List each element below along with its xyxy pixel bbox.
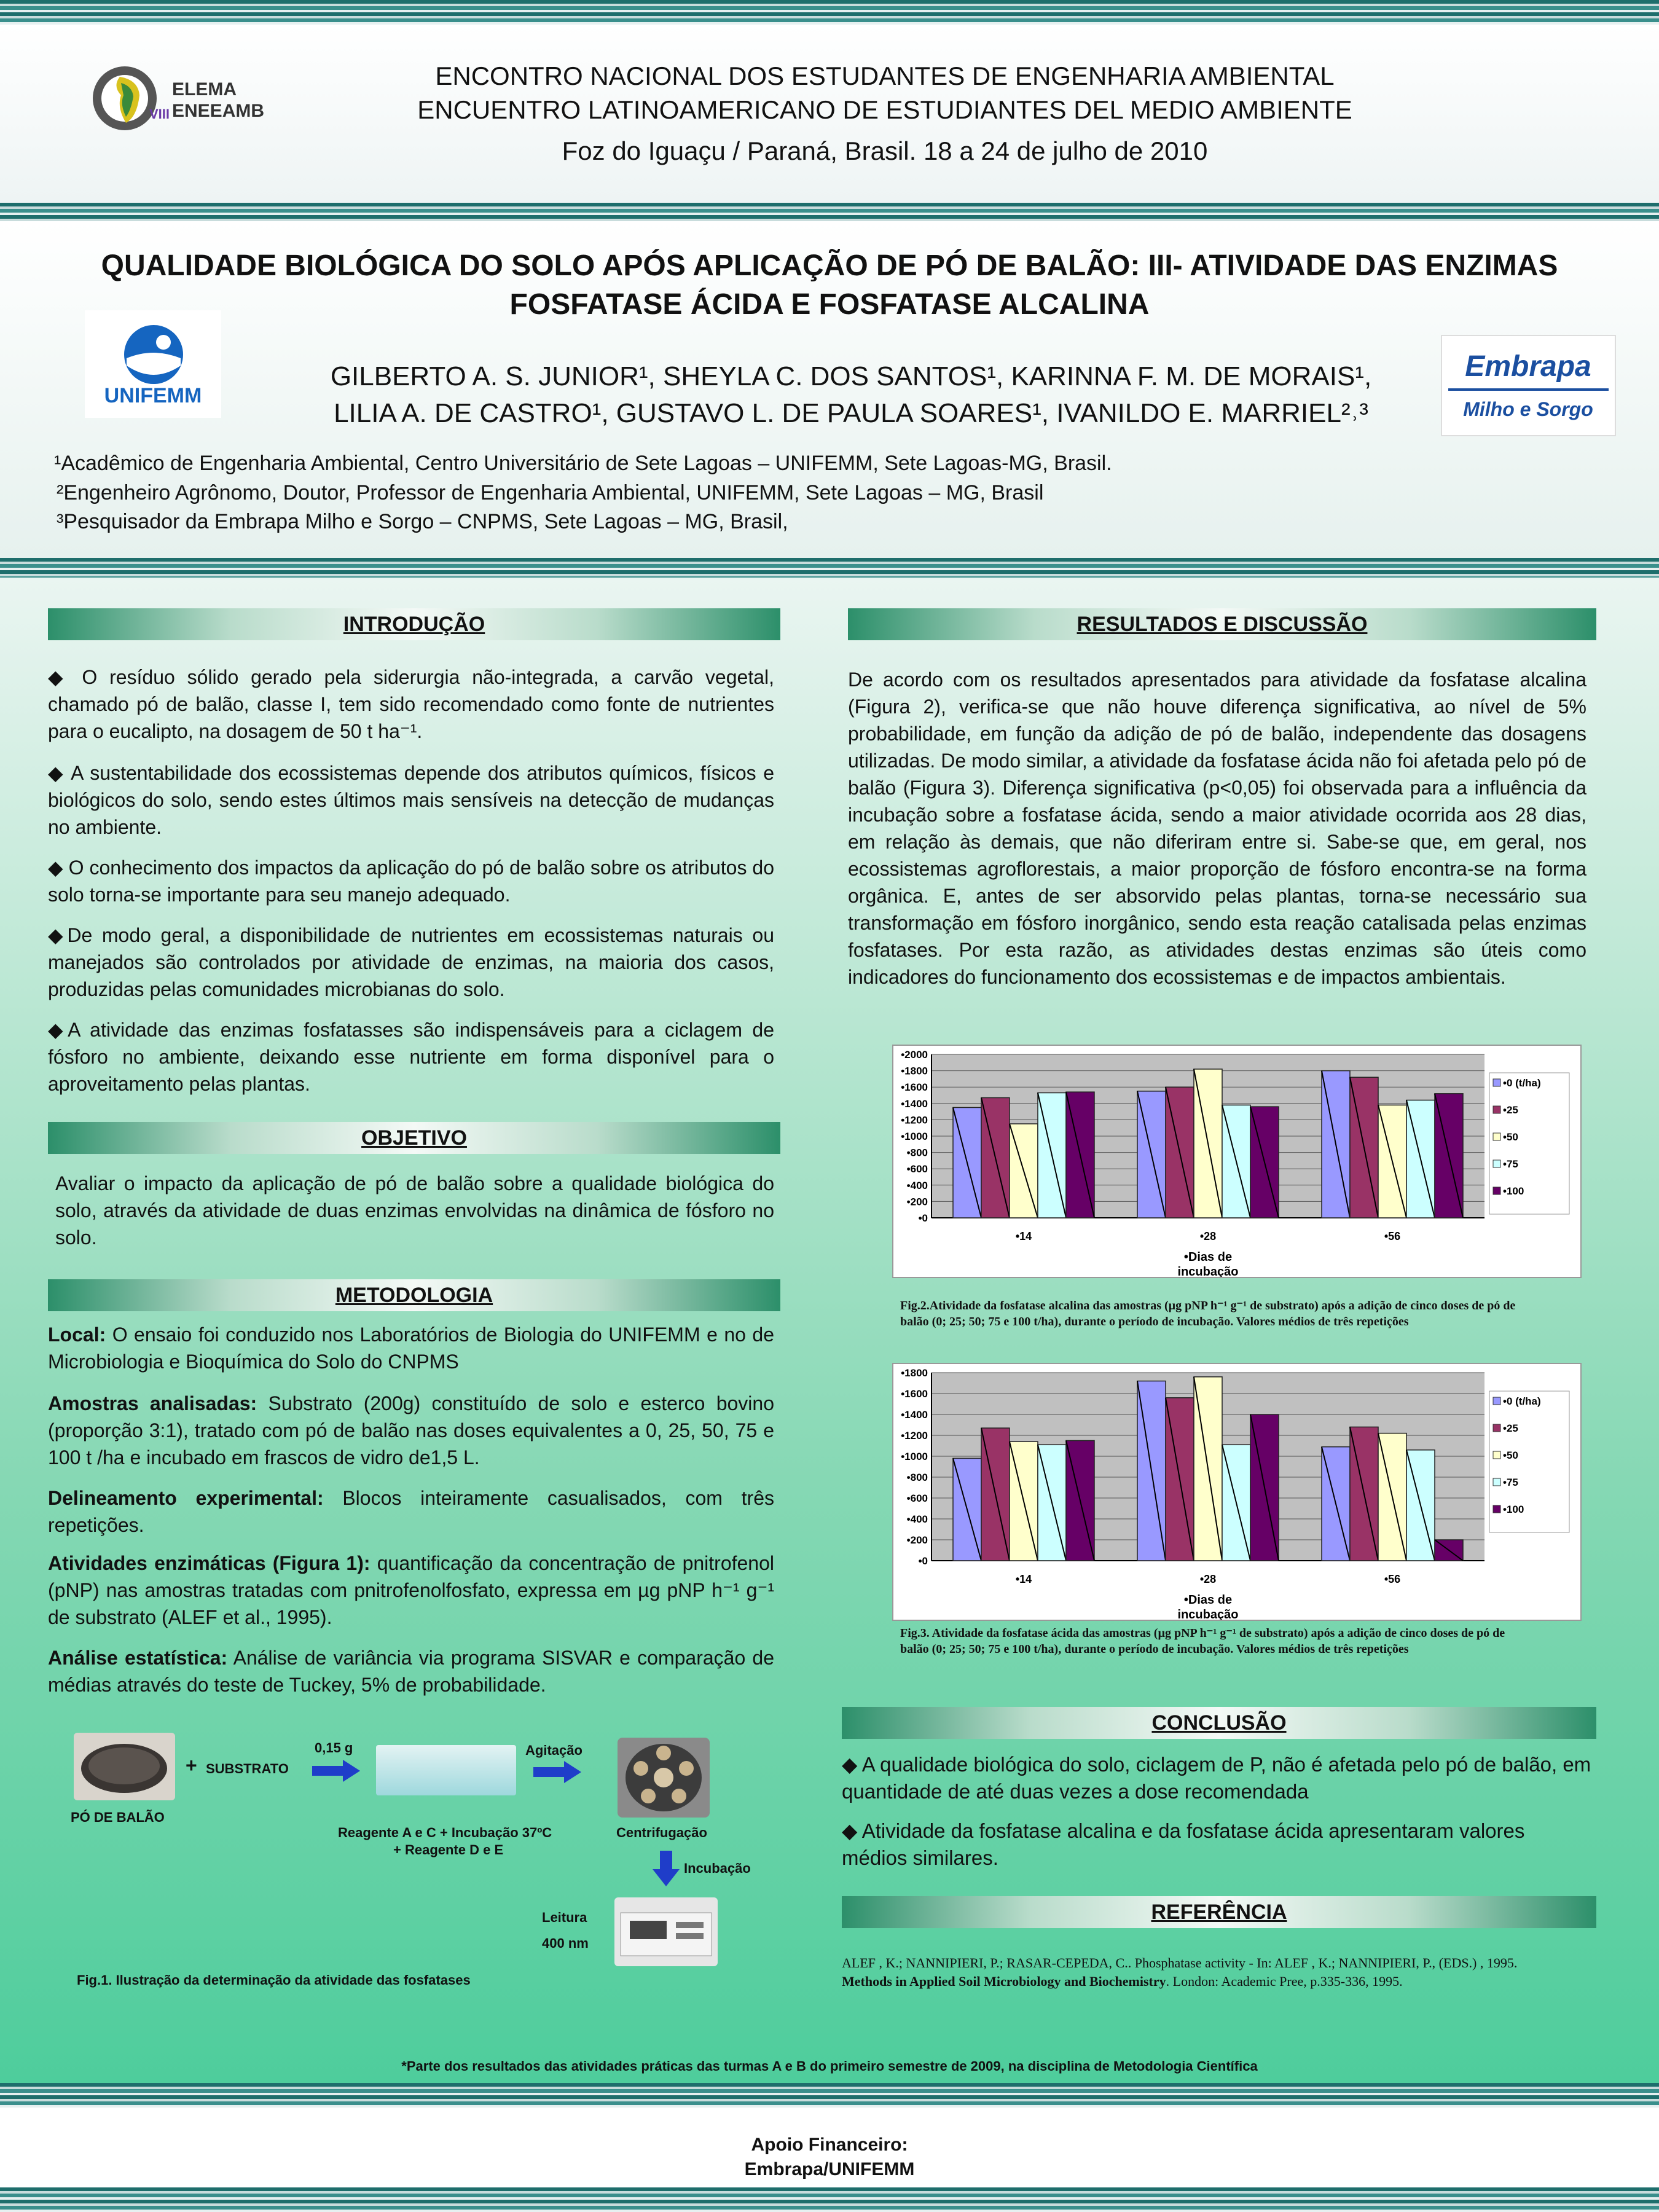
x-axis-label-cont: incubação	[1177, 1265, 1239, 1277]
centrifuge-icon	[618, 1738, 710, 1818]
x-tick-label: •14	[1015, 1230, 1032, 1242]
fig1-tubes-photo	[376, 1745, 516, 1795]
conclusao-heading: CONCLUSÃO	[842, 1707, 1596, 1739]
y-tick-label: •1800	[901, 1367, 928, 1379]
embrapa-logo	[1441, 335, 1616, 436]
legend-entry: •25	[1503, 1104, 1518, 1116]
footnote: *Parte dos resultados das atividades práticas das turmas A e B do primeiro semestre de 2009, na disciplina de Metodologia Científica	[401, 2058, 1258, 2074]
y-tick-label: •1800	[901, 1065, 928, 1077]
y-tick-label: •2000	[901, 1049, 928, 1061]
metodologia-heading: METODOLOGIA	[48, 1279, 780, 1311]
legend-swatch	[1493, 1478, 1500, 1486]
legend-entry: •75	[1503, 1158, 1518, 1170]
authors-line-2: LILIA A. DE CASTRO¹, GUSTAVO L. DE PAULA SOARES¹, IVANILDO E. MARRIEL²˒³	[334, 398, 1368, 428]
analise-text: Análise de variância via programa SISVAR e comparação de médias através do teste de Tuckey, 5% de probabilidade.	[48, 1647, 775, 1696]
legend-swatch	[1493, 1424, 1500, 1432]
svg-text:Embrapa: Embrapa	[1465, 350, 1591, 383]
paper-title-line-1: QUALIDADE BIOLÓGICA DO SOLO APÓS APLICAÇÃO DE PÓ DE BALÃO: III- ATIVIDADE DAS ENZIMAS	[101, 249, 1558, 282]
y-tick-label: •600	[906, 1492, 928, 1504]
y-tick-label: •200	[906, 1534, 928, 1546]
intro-bullet-4: ◆De modo geral, a disponibilidade de nutrientes em ecossistemas naturais ou manejados são controlados por atividade de enzimas, na maioria dos casos, produzidas pelas comunidades microbianas do solo.	[48, 924, 774, 1000]
legend-swatch	[1493, 1133, 1500, 1140]
y-tick-label: •1000	[901, 1451, 928, 1462]
analise-label: Análise estatística:	[48, 1647, 228, 1669]
fig1-leitura-2: 400 nm	[542, 1936, 589, 1951]
fig2-chart	[892, 1045, 1582, 1278]
resultados-heading: RESULTADOS E DISCUSSÃO	[848, 608, 1596, 640]
intro-heading: INTRODUÇÃO	[48, 608, 780, 640]
fig3-chart-svg	[893, 1364, 1580, 1620]
local-label: Local:	[48, 1324, 106, 1346]
fig1-centrifuge-photo	[618, 1738, 710, 1818]
fig1-agitacao: Agitação	[525, 1743, 582, 1758]
referencia-line-1: ALEF , K.; NANNIPIERI, P.; RASAR-CEPEDA, C.. Phosphatase activity - In: ALEF , K.; NANNIPIERI, P., (EDS.) , 1995.	[842, 1955, 1518, 1971]
y-tick-label: •1000	[901, 1131, 928, 1142]
legend	[1489, 1073, 1569, 1214]
x-tick-label: •28	[1199, 1573, 1217, 1585]
affiliation-2: ²Engenheiro Agrônomo, Doutor, Professor de Engenharia Ambiental, UNIFEMM, Sete Lagoas – MG, Brasil	[57, 481, 1044, 504]
powder-dish-icon	[74, 1733, 175, 1800]
y-tick-label: •1400	[901, 1409, 928, 1421]
legend-entry: •100	[1503, 1504, 1524, 1515]
arrow-right-icon-2	[533, 1761, 582, 1786]
fig1-dose: 0,15 g	[315, 1740, 353, 1755]
referencia-line-2	[842, 1972, 1598, 1991]
legend-entry: •0 (t/ha)	[1503, 1077, 1541, 1089]
intro-bullet-3: ◆ O conhecimento dos impactos da aplicação do pó de balão sobre os atributos do solo torna-se importante para seu manejo adequado.	[48, 857, 774, 906]
x-tick-label: •14	[1015, 1573, 1032, 1585]
authors-line-1: GILBERTO A. S. JUNIOR¹, SHEYLA C. DOS SANTOS¹, KARINNA F. M. DE MORAIS¹,	[330, 361, 1372, 391]
objetivo-heading: OBJETIVO	[48, 1122, 780, 1154]
y-tick-label: •400	[906, 1179, 928, 1191]
fig1-leitura-1: Leitura	[542, 1910, 587, 1925]
header-stripe	[0, 203, 1659, 222]
footer-bottom-stripe	[0, 2187, 1659, 2212]
y-tick-label: •1200	[901, 1114, 928, 1126]
amostras-label: Amostras analisadas:	[48, 1392, 257, 1414]
affiliation-1: ¹Acadêmico de Engenharia Ambiental, Centro Universitário de Sete Lagoas – UNIFEMM, Sete Lagoas-MG, Brasil.	[54, 452, 1112, 475]
fig1-caption: Fig.1. Ilustração da determinação da atividade das fosfatases	[77, 1972, 471, 1988]
footer-line-1: Apoio Financeiro:	[751, 2135, 908, 2155]
referencia-heading: REFERÊNCIA	[842, 1896, 1596, 1928]
y-tick-label: •0	[918, 1212, 928, 1224]
y-tick-label: •800	[906, 1147, 928, 1159]
fig2-caption: Fig.2.Atividade da fosfatase alcalina das amostras (µg pNP h⁻¹ g⁻¹ de substrato) após a adição de cinco doses de pó de balão (0; 25; 50; 75 e 100 t/ha), durante o período de incubação. Valores médios de três repetições	[900, 1299, 1516, 1328]
fig1-incubacao: Incubação	[684, 1861, 751, 1876]
y-tick-label: •600	[906, 1163, 928, 1175]
fig1-reagentes-1: Reagente A e C + Incubação 37ºC	[338, 1825, 552, 1840]
spectrophotometer-icon	[614, 1897, 718, 1966]
x-tick-label: •56	[1384, 1230, 1401, 1242]
top-stripe	[0, 0, 1659, 25]
affiliation-3: ³Pesquisador da Embrapa Milho e Sorgo – CNPMS, Sete Lagoas – MG, Brasil,	[57, 510, 788, 533]
legend-entry: •25	[1503, 1422, 1518, 1434]
svg-text:ENEEAMB: ENEEAMB	[172, 101, 265, 121]
fig2-chart-svg	[893, 1046, 1580, 1277]
fig3-chart	[892, 1363, 1582, 1621]
unifemm-logo	[85, 310, 221, 418]
legend-swatch	[1493, 1160, 1500, 1167]
svg-text:UNIFEMM: UNIFEMM	[104, 384, 202, 407]
footer-line-2: Embrapa/UNIFEMM	[744, 2159, 915, 2179]
fig1-po-label: PÓ DE BALÃO	[71, 1810, 165, 1825]
amostras-text: Substrato (200g) constituído de solo e esterco bovino (proporção 3:1), tratado com pó de balão nas doses equivalentes a 0, 25, 50, 75 e 100 t /ha e incubado em frascos de vidro de1,5 L.	[48, 1392, 775, 1469]
metodologia-delineamento	[48, 1484, 774, 1539]
x-tick-label: •56	[1384, 1573, 1401, 1585]
legend-swatch	[1493, 1079, 1500, 1086]
delineamento-text: Blocos inteiramente casualisados, com três repetições.	[48, 1487, 775, 1536]
paper-title-line-2: FOSFATASE ÁCIDA E FOSFATASE ALCALINA	[509, 288, 1150, 321]
metodologia-amostras	[48, 1390, 774, 1471]
legend-swatch	[1493, 1451, 1500, 1459]
referencia-line-2-rest: . London: Academic Pree, p.335-336, 1995.	[1166, 1974, 1403, 1989]
fig1-powder-photo	[74, 1733, 175, 1800]
fig1-plus: +	[186, 1754, 197, 1776]
intro-bullet-5: ◆A atividade das enzimas fosfatasses são indispensáveis para a ciclagem de fósforo no ambiente, deixando esse nutriente em forma disponível para o aproveitamento pelas plantas.	[48, 1019, 774, 1095]
x-axis-label-cont: incubação	[1177, 1608, 1239, 1620]
fig1-centrifugacao: Centrifugação	[616, 1825, 707, 1840]
metodologia-analise	[48, 1644, 774, 1698]
header	[0, 25, 1659, 203]
y-tick-label: •200	[906, 1196, 928, 1208]
x-tick-label: •28	[1199, 1230, 1217, 1242]
y-tick-label: •0	[918, 1555, 928, 1567]
svg-text:ELEMA: ELEMA	[172, 79, 237, 100]
fig1-substrato: SUBSTRATO	[206, 1761, 289, 1776]
y-tick-label: •800	[906, 1472, 928, 1483]
fig1-spectrophotometer-photo	[614, 1897, 718, 1966]
legend-swatch	[1493, 1187, 1500, 1194]
legend-swatch	[1493, 1397, 1500, 1405]
intro-bullet-1: ◆ O resíduo sólido gerado pela siderurgia não-integrada, a carvão vegetal, chamado pó de balão, classe I, tem sido recomendado como fonte de nutrientes para o eucalipto, na dosagem de 50 t ha⁻¹.	[48, 666, 774, 742]
footer	[0, 2108, 1659, 2187]
legend	[1489, 1391, 1569, 1532]
svg-text:VIII: VIII	[149, 106, 170, 122]
resultados-text: De acordo com os resultados apresentados para atividade da fosfatase alcalina (Figura 2), verifica-se que não houve diferença significativa, ao nível de 5% probabilidade, em função da adição de pó de balão, independente das dosagens utilizadas. De modo similar, a atividade da fosfatase ácida não foi afetada pelo pó de balão (Figura 3). Diferença significativa (p<0,05) foi observada para a influência da incubação sobre a fosfatase ácida, sendo a maior atividade ocorrida aos 28 dias, em relação às demais, que não diferiram entre si. Sabe-se que, em geral, nos ecossistemas agroflorestais, a maior proporção de fósforo encontra-se na forma orgânica. E, antes de ser absorvido pelas plantas, torna-se necessário sua transformação em fósforo inorgânico, sendo esta reação catalisada pelas enzimas fosfatases. Por esta razão, as atividades destas enzimas são úteis como indicadores do funcionamento dos ecossistemas e de impactos ambientais.	[848, 669, 1586, 988]
y-tick-label: •400	[906, 1513, 928, 1525]
legend-entry: •50	[1503, 1131, 1518, 1143]
legend-entry: •50	[1503, 1449, 1518, 1461]
atividades-label: Atividades enzimáticas (Figura 1):	[48, 1552, 371, 1574]
x-axis-label: •Dias de	[1183, 1593, 1233, 1607]
footer-top-stripe	[0, 2083, 1659, 2108]
header-line-1: ENCONTRO NACIONAL DOS ESTUDANTES DE ENGENHARIA AMBIENTAL	[435, 61, 1335, 90]
svg-text:Milho e Sorgo: Milho e Sorgo	[1463, 398, 1593, 420]
y-tick-label: •1600	[901, 1081, 928, 1094]
legend-entry: •100	[1503, 1185, 1524, 1197]
legend-entry: •0 (t/ha)	[1503, 1395, 1541, 1407]
legend-entry: •75	[1503, 1477, 1518, 1488]
header-line-2: ENCUENTRO LATINOAMERICANO DE ESTUDIANTES DEL MEDIO AMBIENTE	[417, 95, 1352, 124]
metodologia-local	[48, 1321, 774, 1375]
y-tick-label: •1200	[901, 1430, 928, 1441]
legend-swatch	[1493, 1505, 1500, 1513]
y-tick-label: •1600	[901, 1388, 928, 1400]
fig1-reagentes-2: + Reagente D e E	[393, 1842, 504, 1857]
arrow-right-icon	[312, 1760, 361, 1785]
delineamento-label: Delineamento experimental:	[48, 1487, 324, 1509]
local-text: O ensaio foi conduzido nos Laboratórios de Biologia do UNIFEMM e no de Microbiologia e Bioquímica do Solo do CNPMS	[48, 1324, 774, 1373]
conclusao-bullet-1: ◆ A qualidade biológica do solo, ciclagem de P, não é afetada pelo pó de balão, em quantidade de até duas vezes a dose recomendada	[842, 1753, 1591, 1803]
intro-bullet-2: ◆ A sustentabilidade dos ecossistemas depende dos atributos químicos, físicos e biológicos do solo, sendo estes últimos mais sensíveis na detecção de mudanças no ambiente.	[48, 762, 774, 838]
referencia-book-title: Methods in Applied Soil Microbiology and Biochemistry	[842, 1974, 1166, 1989]
title-area	[0, 221, 1659, 558]
arrow-down-icon	[653, 1851, 680, 1891]
x-axis-label: •Dias de	[1183, 1250, 1233, 1264]
header-line-3: Foz do Iguaçu / Paraná, Brasil. 18 a 24 de julho de 2010	[562, 136, 1208, 165]
y-tick-label: •1400	[901, 1097, 928, 1110]
objetivo-text: Avaliar o impacto da aplicação de pó de balão sobre a qualidade biológica do solo, através da atividade de duas enzimas envolvidas na dinâmica de fósforo no solo.	[55, 1172, 774, 1249]
atividades-text: quantificação da concentração de pnitrofenol (pNP) nas amostras tratadas com pnitrofenolfosfato, expressa em µg pNP h⁻¹ g⁻¹ de substrato (ALEF et al., 1995).	[48, 1552, 774, 1628]
conclusao-bullet-2: ◆ Atividade da fosfatase alcalina e da fosfatase ácida apresentaram valores médios similares.	[842, 1819, 1525, 1869]
fig3-caption: Fig.3. Atividade da fosfatase ácida das amostras (µg pNP h⁻¹ g⁻¹ de substrato) após a adição de cinco doses de pó de balão (0; 25; 50; 75 e 100 t/ha), durante o período de incubação. Valores médios de três repetições	[900, 1626, 1505, 1656]
title-stripe	[0, 558, 1659, 578]
referencia-text	[842, 1954, 1598, 1991]
legend-swatch	[1493, 1106, 1500, 1113]
metodologia-atividades	[48, 1550, 774, 1631]
